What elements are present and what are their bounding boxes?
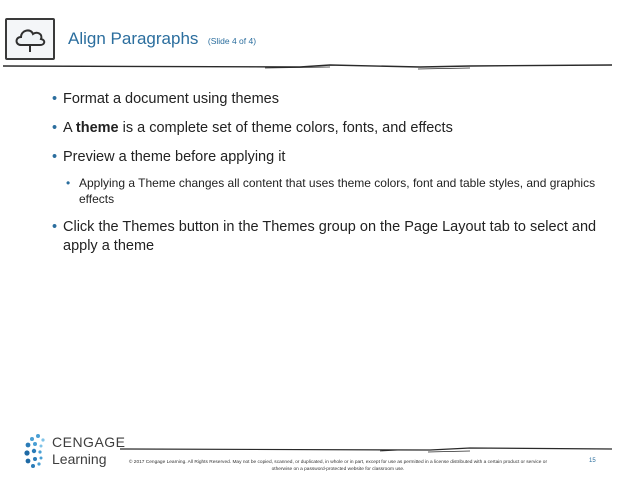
bullet-text-post: is a complete set of theme colors, fonts, and effects [118, 120, 453, 136]
bullet-text-pre: A [63, 120, 76, 136]
slide-title-counter: (Slide 4 of 4) [207, 36, 257, 46]
bullet-dot: • [52, 219, 58, 235]
bullet-text-bold: theme [75, 120, 119, 136]
slide-title [68, 29, 256, 49]
bullet-text: Click the Themes button in the Themes group on the Page Layout tab to select and apply a theme [63, 219, 597, 254]
cengage-dots-icon [24, 432, 52, 470]
cloud-icon-box [5, 18, 55, 60]
bullet-text: Format a document using themes [63, 91, 279, 107]
logo-text-cengage: CENGAGE [52, 434, 126, 450]
bullet-item [52, 218, 612, 256]
bullet-item [52, 148, 612, 167]
bullet-dot: • [52, 149, 58, 165]
bullet-dot: • [52, 120, 58, 136]
copyright-notice: © 2017 Cengage Learning. All Rights Reserved. May not be copied, scanned, or duplicated, in whole or in part, except for use as permitted in a license distributed with a certain product or service or otherwise on a password-protected website for classroom use. [128, 460, 548, 472]
title-divider [0, 60, 638, 74]
slide-title-main: Align Paragraphs [68, 29, 199, 48]
bullet-text: Preview a theme before applying it [63, 149, 286, 165]
bullet-dot: • [66, 176, 71, 190]
bullet-dot: • [52, 91, 58, 107]
bullet-list [52, 90, 612, 266]
page-number: 15 [589, 458, 596, 464]
sub-bullet-item [66, 175, 612, 207]
logo-text-learning: Learning [52, 451, 107, 467]
bullet-item [52, 90, 612, 109]
bullet-item [52, 119, 612, 138]
bullet-text: Applying a Theme changes all content that uses theme colors, font and table styles, and graphics effects [79, 176, 596, 206]
cloud-icon [13, 23, 47, 53]
